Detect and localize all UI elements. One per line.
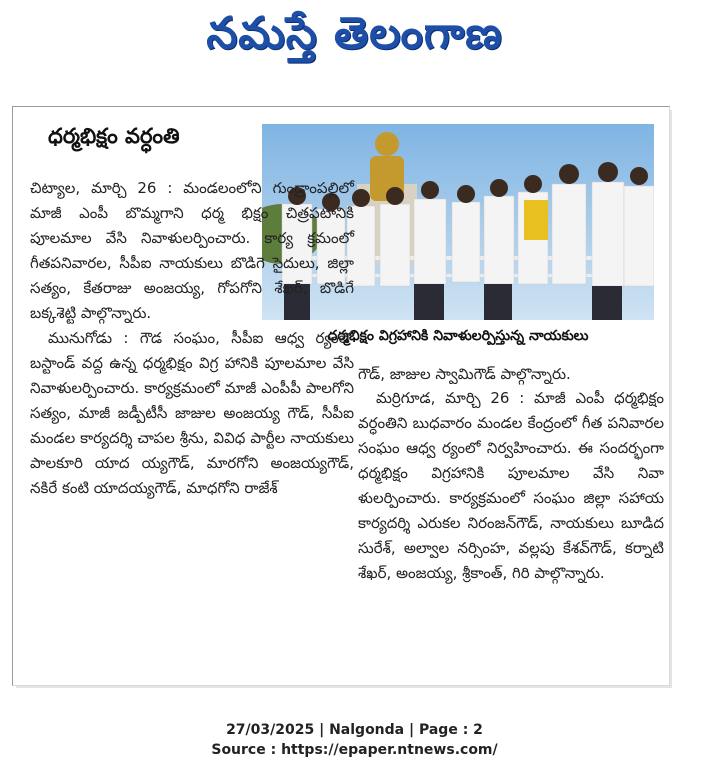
left-column: [30, 176, 354, 501]
paragraph-munugodu: మునుగోడు : గౌడ సంఘం, సీపీఐ ఆధ్వ ర్యంలో బస్టాండ్ వద్ద ఉన్న ధర్మభిక్షం విగ్ర హానికి పూలమాల వేసి నివాళులర్పించారు. కార్యక్రమంలో మాజీ ఎంపీపీ పాలగోని సత్యం, మాజీ జడ్పీటీసీ జాజుల అంజయ్య గౌడ్, సీపీఐ మండల కార్యదర్శి చాపల శ్రీను, వివిధ పార్టీల నాయకులు పాలకూరి యాద య్యగౌడ్, మారగోని అంజయ్యగౌడ్, నకిరే కంటి యాదయ్యగౌడ్, మాధగోని రాజేశ్: [30, 329, 354, 497]
right-column: [358, 386, 664, 586]
footer-date-line: 27/03/2025 | Nalgonda | Page : 2: [226, 722, 483, 738]
photo-caption: ధర్మభిక్షం విగ్రహానికి నివాళులర్పిస్తున్న నాయకులు: [327, 327, 589, 344]
footer-source-line: Source : https://epaper.ntnews.com/: [211, 742, 498, 758]
paragraph-chityala: చిట్యాల, మార్చి 26 : మండలంలోని గుండ్రాంపల్లిలో మాజీ ఎంపీ బొమ్మగాని ధర్మ భిక్షం చిత్రపటానికి పూలమాల వేసి నివాళులర్పించారు. కార్య క్రమంలో గీతపనివారల, సీపీఐ నాయకులు బొడిగె సైదులు, జిల్లా సత్యం, కేతరాజు అంజయ్య, గోపగోని శేఖర్, బొడిగే బక్కశెట్టి పాల్గొన్నారు.: [30, 179, 354, 322]
masthead: [0, 0, 709, 78]
article-headline: ధర్మభిక్షం వర్ధంతి: [48, 124, 180, 148]
paragraph-continuation: గౌడ్, జాజుల స్వామిగౌడ్ పాల్గొన్నారు.: [358, 365, 571, 383]
right-column-continuation: [358, 362, 664, 387]
masthead-title: నమస్తే తెలంగాణ: [206, 8, 503, 59]
paragraph-marriguda: మర్రిగూడ, మార్చి 26 : మాజీ ఎంపీ ధర్మభిక్షం వర్ధంతిని బుధవారం మండల కేంద్రంలో గీత పనివారల సంఘం ఆధ్వ ర్యంలో నిర్వహించారు. ఈ సందర్భంగా ధర్మభిక్షం విగ్రహానికి పూలమాల వేసి నివా ళులర్పించారు. కార్యక్రమంలో సంఘం జిల్లా సహాయ కార్యదర్శి ఎరుకల నిరంజన్‌గౌడ్, నాయకులు బూడిద సురేశ్, అల్వాల నర్సింహ, వల్లపు కేశవ్‌గౌడ్, కర్నాటి శేఖర్, అంజయ్య, శ్రీకాంత్, గిరి పాల్గొన్నారు.: [358, 389, 664, 582]
